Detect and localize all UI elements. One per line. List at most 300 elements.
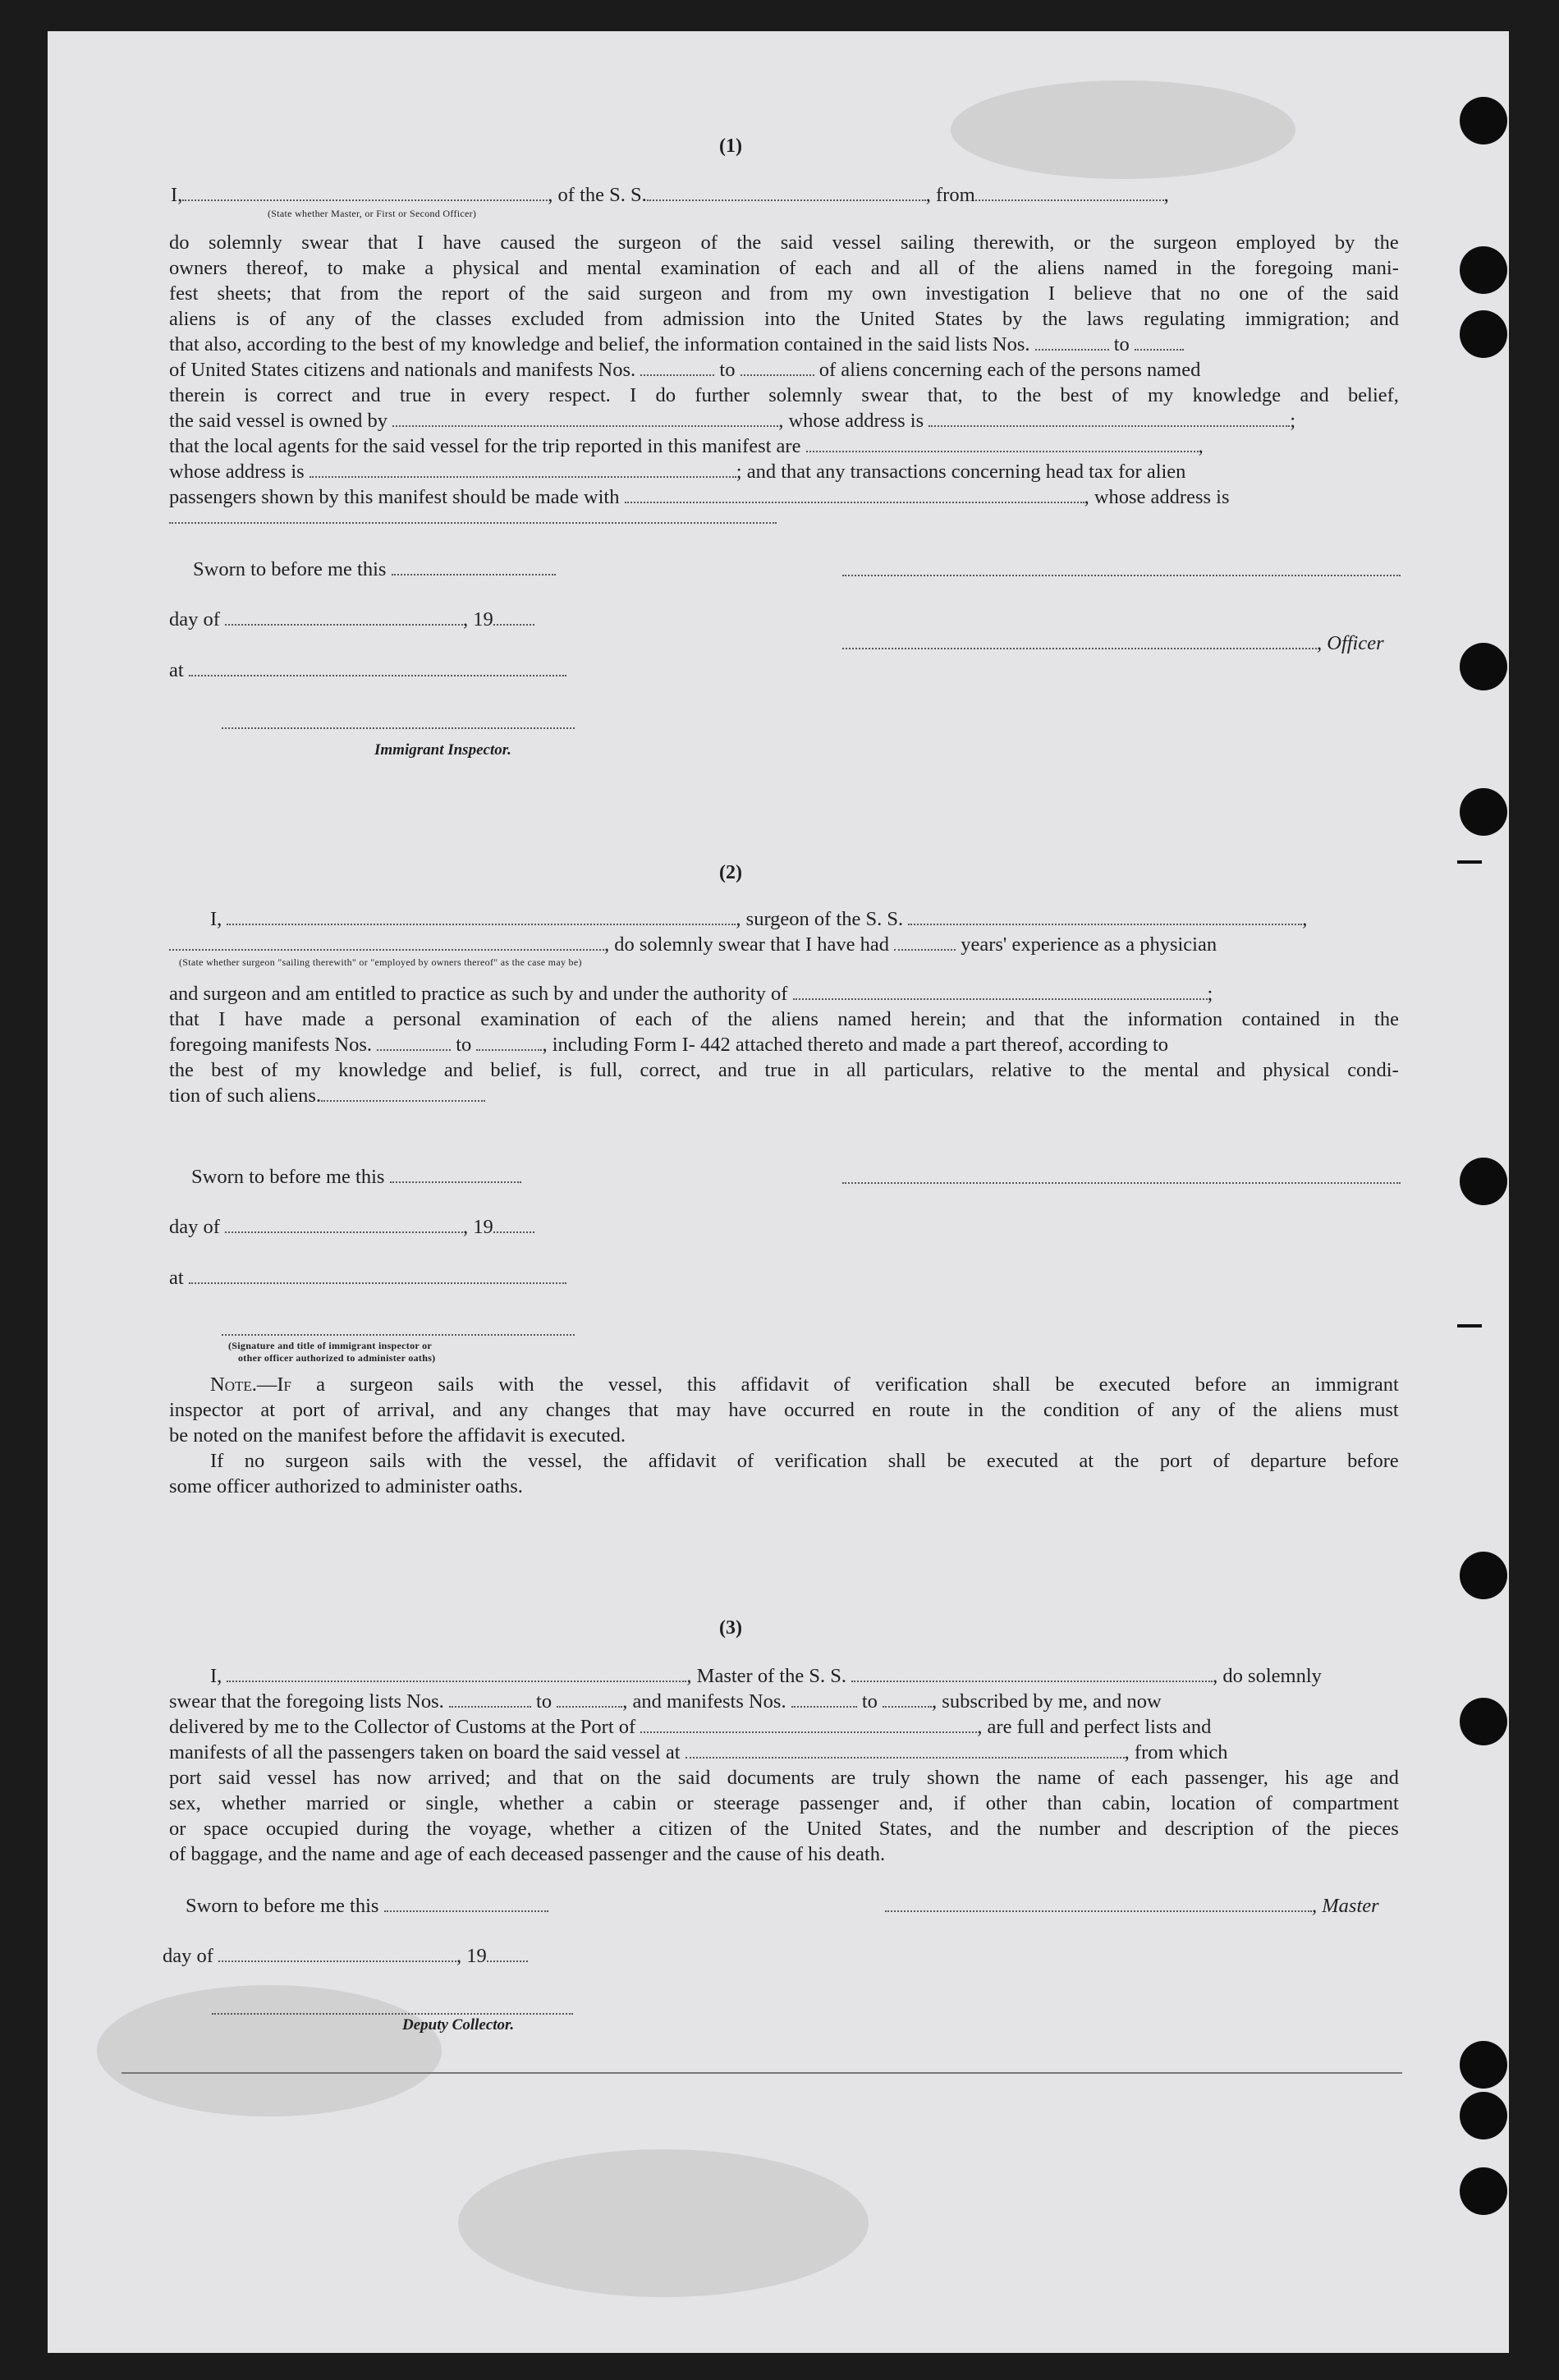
word: solemnly <box>208 232 282 254</box>
word: voyage, <box>468 1818 532 1840</box>
word: inspector <box>169 1399 243 1421</box>
word: information <box>1127 1008 1223 1030</box>
word: do <box>655 384 676 406</box>
word: my <box>295 1059 321 1081</box>
word: named <box>1103 257 1158 279</box>
word: of <box>833 1373 851 1396</box>
word: the <box>574 232 599 254</box>
word: correct, <box>640 1059 701 1081</box>
punch-hole <box>1460 1698 1507 1745</box>
word: each <box>635 1008 672 1030</box>
word: of <box>700 232 718 254</box>
word: condition <box>1043 1399 1120 1421</box>
word: —If <box>256 1373 291 1396</box>
word: be <box>1055 1373 1075 1396</box>
section-2-heading: (2) <box>719 862 742 883</box>
word: no <box>244 1450 265 1472</box>
word: correct <box>276 384 332 406</box>
word: with <box>425 1450 462 1472</box>
word: examination <box>660 257 760 279</box>
word: classes <box>435 308 492 330</box>
word: a <box>584 1792 594 1814</box>
word: of <box>1112 384 1129 406</box>
word: surgeon <box>285 1450 349 1472</box>
bottom-rule <box>122 2072 1402 2074</box>
word: of <box>355 308 372 330</box>
word: full, <box>589 1059 623 1081</box>
word: truly <box>872 1767 910 1789</box>
word: and <box>443 1059 474 1081</box>
word: further <box>695 384 750 406</box>
master-name-blank <box>182 185 548 201</box>
word: if <box>953 1792 966 1814</box>
s2-note-line-3: be noted on the manifest before the affidavit is executed. <box>169 1424 626 1447</box>
s3-deputy-label: Deputy Collector. <box>402 2016 515 2034</box>
word: and <box>949 1818 979 1840</box>
s1-day-of: day of , 19 <box>169 608 534 631</box>
word: condi- <box>1347 1059 1399 1081</box>
s2-at: at <box>169 1267 566 1290</box>
s1-officer-line: , Officer <box>842 632 1384 655</box>
word: the <box>1114 1450 1139 1472</box>
word: this <box>687 1373 717 1396</box>
word: said <box>677 1767 711 1789</box>
word: the <box>1252 1399 1277 1421</box>
word: that <box>169 1008 199 1030</box>
word: now <box>376 1767 412 1789</box>
word: said <box>780 232 814 254</box>
word: compartment <box>1292 1792 1399 1814</box>
word: or <box>676 1792 694 1814</box>
word: is <box>236 308 250 330</box>
word: immigrant <box>1314 1373 1399 1396</box>
word: number <box>1039 1818 1101 1840</box>
bleed-through-mark <box>97 1985 442 2116</box>
word: therein <box>169 384 226 406</box>
word: in <box>1176 257 1192 279</box>
word: in <box>1339 1008 1355 1030</box>
word: of <box>342 1399 360 1421</box>
s3-master-line: , Master <box>885 1895 1379 1918</box>
word: mental <box>1144 1059 1199 1081</box>
word: aliens <box>771 1008 818 1030</box>
word: contained <box>1241 1008 1320 1030</box>
word: a <box>316 1373 326 1396</box>
word: shall <box>887 1450 927 1472</box>
word: that <box>291 282 321 305</box>
word: port <box>169 1767 202 1789</box>
word: employed <box>1236 232 1316 254</box>
s1-signature-line <box>842 573 1401 576</box>
word: of <box>736 1450 754 1472</box>
word: is <box>558 1059 572 1081</box>
word: from <box>603 308 644 330</box>
word: own <box>871 282 907 305</box>
word: executed <box>986 1450 1058 1472</box>
word: the <box>996 1767 1021 1789</box>
word: physical <box>1263 1059 1330 1081</box>
word: or <box>169 1818 186 1840</box>
s1-master-hint: (State whether Master, or First or Second Officer) <box>268 208 477 219</box>
word: knowledge <box>338 1059 427 1081</box>
word: and <box>1369 1767 1399 1789</box>
word: married <box>305 1792 369 1814</box>
word: of <box>598 1008 617 1030</box>
word: believe <box>1074 282 1132 305</box>
word: said <box>218 1767 251 1789</box>
word: sails <box>438 1373 474 1396</box>
word: be <box>947 1450 966 1472</box>
word: an <box>1271 1373 1291 1396</box>
s2-line-5: foregoing manifests Nos. to , including Form I- 442 attached thereto and made a part thereof, according to <box>169 1034 1169 1056</box>
s2-line-3: and surgeon and am entitled to practice as such by and under the authority of ; <box>169 983 1213 1005</box>
word: of <box>1217 1399 1236 1421</box>
word: true <box>764 1059 796 1081</box>
word: single, <box>425 1792 479 1814</box>
s2-line-4 <box>169 1008 1399 1031</box>
word: sex, <box>169 1792 201 1814</box>
word: all <box>919 257 939 279</box>
word: the <box>1109 232 1135 254</box>
word: the <box>482 1450 507 1472</box>
s1-line-4 <box>169 257 1399 280</box>
word: investigation <box>925 282 1029 305</box>
word: immigration; <box>1245 308 1350 330</box>
word: that <box>367 232 398 254</box>
word: steerage <box>713 1792 780 1814</box>
word: of <box>1272 1818 1289 1840</box>
word: the <box>1016 384 1042 406</box>
word: swear <box>861 384 909 406</box>
s1-line-5 <box>169 282 1399 305</box>
word: vessel, <box>608 1373 663 1396</box>
word: surgeon <box>639 282 703 305</box>
word: cabin, <box>1102 1792 1151 1814</box>
word: of <box>260 1059 278 1081</box>
word: particulars, <box>883 1059 974 1081</box>
word: before <box>1347 1450 1399 1472</box>
word: arrived; <box>428 1767 491 1789</box>
word: passenger, <box>1185 1767 1268 1789</box>
word: physical <box>452 257 520 279</box>
word: to <box>981 384 998 406</box>
s2-inspector-signature-line <box>222 1332 575 1336</box>
word: caused <box>500 232 556 254</box>
word: the <box>815 308 841 330</box>
s2-surgeon-hint: (State whether surgeon "sailing therewith" or "employed by owners thereof" as the case may be) <box>179 956 582 968</box>
word: the <box>996 1818 1021 1840</box>
s2-sworn: Sworn to before me this <box>191 1166 521 1189</box>
s3-line-1: I, , Master of the S. S. , do solemnly <box>210 1665 1322 1687</box>
bleed-through-mark <box>458 2149 869 2297</box>
word: the <box>169 1059 194 1081</box>
word: each <box>1130 1767 1168 1789</box>
word: therewith, <box>973 232 1055 254</box>
word: whether <box>549 1818 615 1840</box>
word: I <box>417 232 424 254</box>
bleed-through-mark <box>951 80 1295 179</box>
word: any <box>499 1399 529 1421</box>
word: changes <box>545 1399 611 1421</box>
s1-line-7: that also, according to the best of my knowledge and belief, the information contained in the said lists Nos. to <box>169 333 1184 356</box>
word: I <box>1048 282 1056 305</box>
punch-hole <box>1460 310 1507 358</box>
word: States, <box>878 1818 933 1840</box>
word: States <box>934 308 983 330</box>
s1-line-8: of United States citizens and nationals and manifests Nos. to of aliens concerning each of the persons named <box>169 359 1201 381</box>
word: of <box>508 282 525 305</box>
word: the <box>391 308 416 330</box>
word: that <box>1150 282 1181 305</box>
word: true <box>399 384 431 406</box>
word: and <box>721 282 750 305</box>
word: verification <box>874 1373 968 1396</box>
word: my <box>1147 384 1174 406</box>
word: report <box>441 282 490 305</box>
word: in <box>450 384 466 406</box>
word: of <box>691 1008 708 1030</box>
word: port <box>1159 1450 1193 1472</box>
word: of <box>1286 282 1305 305</box>
word: the <box>1042 308 1067 330</box>
word: a <box>631 1818 641 1840</box>
word: relative <box>991 1059 1052 1081</box>
s1-line-6 <box>169 308 1399 331</box>
word: of <box>1098 1767 1115 1789</box>
s3-line-5 <box>169 1767 1399 1790</box>
word: each <box>814 257 852 279</box>
s3-line-6 <box>169 1792 1399 1815</box>
word: with <box>498 1373 534 1396</box>
vessel-name-blank <box>647 185 926 201</box>
s1-sworn: Sworn to before me this <box>193 558 556 581</box>
word: the <box>543 282 569 305</box>
word: knowledge <box>1192 384 1282 406</box>
word: mental <box>586 257 642 279</box>
s1-line-3 <box>169 232 1399 255</box>
s2-note-line-1 <box>169 1373 1399 1396</box>
word: are <box>831 1767 856 1789</box>
word: is <box>244 384 258 406</box>
word: the <box>1374 1008 1399 1030</box>
word: and <box>1369 308 1399 330</box>
word: owners <box>169 257 227 279</box>
word: best <box>211 1059 244 1081</box>
word: or <box>388 1792 406 1814</box>
word: surgeon <box>1153 232 1217 254</box>
punch-hole <box>1460 2041 1507 2089</box>
word: the <box>1001 1399 1026 1421</box>
word: examination <box>480 1008 580 1030</box>
section-3-heading: (3) <box>719 1617 742 1639</box>
word: that <box>628 1399 659 1421</box>
word: my <box>827 282 853 305</box>
word: regulating <box>1143 308 1226 330</box>
word: herein; <box>910 1008 967 1030</box>
word: a <box>365 1008 374 1030</box>
word: United <box>806 1818 862 1840</box>
s1-line-9 <box>169 384 1399 407</box>
word: all <box>846 1059 867 1081</box>
s2-signature-line <box>842 1181 1401 1184</box>
word: that <box>1034 1008 1065 1030</box>
word: vessel <box>832 232 882 254</box>
word: has <box>332 1767 360 1789</box>
word: the <box>764 1818 789 1840</box>
punch-hole <box>1460 2092 1507 2139</box>
s2-sig-caption-1: (Signature and title of immigrant inspector or <box>228 1340 433 1351</box>
word: the <box>558 1373 584 1396</box>
word: and <box>870 257 901 279</box>
word: aliens <box>1295 1399 1342 1421</box>
s1-line-11: that the local agents for the said vessel for the trip reported in this manifest are , <box>169 435 1204 457</box>
word: surgeon <box>350 1373 414 1396</box>
word: shall <box>992 1373 1031 1396</box>
word: documents <box>727 1767 814 1789</box>
punch-hole <box>1460 788 1507 836</box>
word: the <box>636 1767 662 1789</box>
word: of <box>730 1818 747 1840</box>
word: no <box>1199 282 1221 305</box>
s3-line-8: of baggage, and the name and age of each deceased passenger and the cause of his death. <box>169 1843 886 1865</box>
word: sailing <box>900 232 955 254</box>
s2-note-line-2 <box>169 1399 1399 1422</box>
word: or <box>1073 232 1091 254</box>
s1-line-13: passengers shown by this manifest should be made with , whose address is <box>169 486 1230 508</box>
s1-inspector-label: Immigrant Inspector. <box>374 741 511 759</box>
word: affidavit <box>741 1373 809 1396</box>
punch-hole <box>1460 2167 1507 2215</box>
word: the <box>1084 1008 1108 1030</box>
word: fest <box>169 282 199 305</box>
word: other <box>985 1792 1028 1814</box>
word: cabin <box>612 1792 657 1814</box>
word: said <box>1366 282 1399 305</box>
section-1-heading: (1) <box>719 135 742 157</box>
word: personal <box>392 1008 461 1030</box>
word: I <box>630 384 637 406</box>
s3-sworn: Sworn to before me this <box>186 1895 548 1918</box>
word: of <box>1255 1792 1272 1814</box>
s1-inspector-signature-line <box>222 726 575 729</box>
margin-mark <box>1457 860 1482 864</box>
word: executed <box>1098 1373 1171 1396</box>
word: foregoing <box>1254 257 1333 279</box>
word: age <box>1325 1767 1354 1789</box>
word: passenger <box>799 1792 879 1814</box>
word: during <box>355 1818 409 1840</box>
word: any <box>1172 1399 1201 1421</box>
word: If <box>210 1450 224 1472</box>
s2-sig-caption-2: other officer authorized to administer oaths) <box>238 1352 436 1364</box>
punch-hole <box>1460 97 1507 144</box>
word: name <box>1037 1767 1081 1789</box>
word: aliens <box>1037 257 1085 279</box>
s3-line-7 <box>169 1818 1399 1841</box>
s3-deputy-signature-line <box>212 2011 573 2015</box>
word: route <box>909 1399 951 1421</box>
word: the <box>1373 232 1399 254</box>
word: whether <box>498 1792 564 1814</box>
word: every <box>484 384 530 406</box>
word: that, <box>927 384 963 406</box>
word: of <box>1213 1450 1230 1472</box>
word: mani- <box>1351 257 1399 279</box>
word: said <box>587 282 621 305</box>
word: and <box>985 1008 1016 1030</box>
word: thereof, <box>245 257 309 279</box>
s2-note-line-4 <box>169 1450 1399 1473</box>
s3-line-3: delivered by me to the Collector of Customs at the Port of , are full and perfect lists and <box>169 1716 1212 1738</box>
s2-day-of: day of , 19 <box>169 1216 534 1239</box>
s1-address-blank <box>169 520 777 524</box>
word: a <box>424 257 434 279</box>
word: pieces <box>1348 1818 1399 1840</box>
word: by <box>1334 232 1355 254</box>
word: before <box>1194 1373 1247 1396</box>
s2-line-6 <box>169 1059 1399 1082</box>
word: have <box>244 1008 283 1030</box>
word: vessel <box>267 1767 317 1789</box>
word: occurred <box>784 1399 855 1421</box>
s2-line-7: tion of such aliens. <box>169 1085 485 1107</box>
word: the <box>1323 282 1348 305</box>
word: at <box>1079 1450 1094 1472</box>
word: the <box>397 282 423 305</box>
punch-hole <box>1460 1158 1507 1205</box>
word: and <box>1300 384 1329 406</box>
word: and, <box>899 1792 933 1814</box>
word: I <box>218 1008 226 1030</box>
word: from <box>768 282 809 305</box>
word: solemnly <box>768 384 843 406</box>
word: and <box>452 1399 482 1421</box>
word: of <box>1137 1399 1154 1421</box>
word: the <box>993 257 1019 279</box>
word: to <box>1069 1059 1085 1081</box>
word: to <box>327 257 343 279</box>
word: aliens <box>169 308 217 330</box>
word: arrival, <box>377 1399 435 1421</box>
word: belief, <box>1348 384 1399 406</box>
word: made <box>301 1008 346 1030</box>
word: port <box>292 1399 326 1421</box>
s2-line-1: I, , surgeon of the S. S. , <box>210 908 1308 930</box>
word: belief, <box>490 1059 542 1081</box>
punch-hole <box>1460 643 1507 690</box>
word: United <box>860 308 915 330</box>
word: description <box>1164 1818 1254 1840</box>
word: the <box>727 1008 753 1030</box>
word: admission <box>663 308 745 330</box>
word: that <box>553 1767 584 1789</box>
s1-line-12: whose address is ; and that any transactions concerning head tax for alien <box>169 461 1186 483</box>
s1-line-1: I, , of the S. S. , from , <box>171 184 1169 206</box>
word: his <box>1285 1767 1309 1789</box>
punch-hole <box>1460 246 1507 294</box>
word: citizen <box>658 1818 713 1840</box>
word: in <box>813 1059 829 1081</box>
word: named <box>837 1008 892 1030</box>
word: vessel, <box>528 1450 583 1472</box>
s3-day-of: day of , 19 <box>163 1945 528 1968</box>
word: in <box>967 1399 984 1421</box>
word: of <box>958 257 975 279</box>
word: and <box>1216 1059 1246 1081</box>
note-label: Note.—If <box>210 1373 291 1396</box>
word: space <box>203 1818 249 1840</box>
punch-hole <box>1460 1552 1507 1599</box>
